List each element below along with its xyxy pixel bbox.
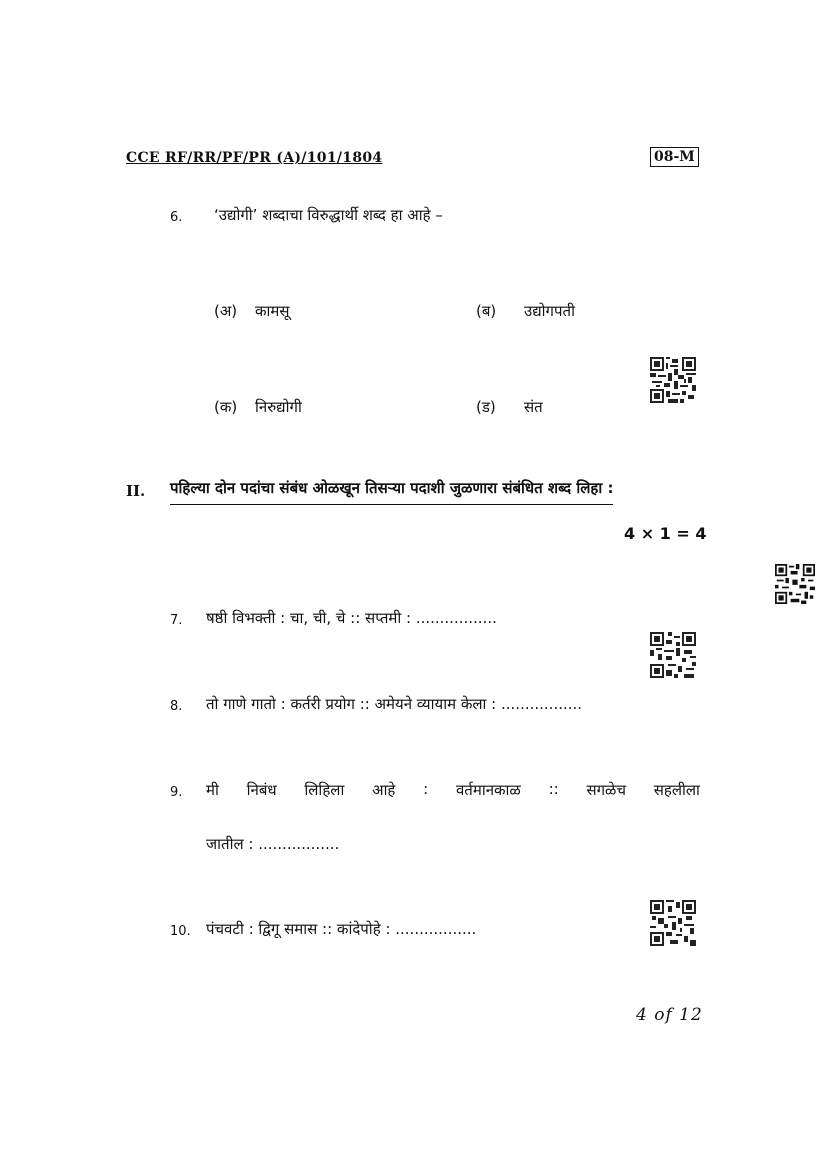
qr-code-icon <box>650 900 696 946</box>
option-d-text: संत <box>524 398 543 416</box>
question-7-number: 7. <box>170 613 183 628</box>
qr-code-icon <box>650 632 696 678</box>
question-10-number: 10. <box>170 924 191 939</box>
q9-word: मी <box>206 781 219 799</box>
q9-word: :: <box>548 780 559 798</box>
option-c-label: (क) <box>214 398 238 416</box>
question-9-number: 9. <box>170 785 183 800</box>
section-number: II. <box>126 482 146 500</box>
q9-word: आहे <box>372 781 396 799</box>
section-marks: 4 × 1 = 4 <box>624 524 707 543</box>
q9-word: सहलीला <box>653 781 700 799</box>
section-title: पहिल्या दोन पदांचा संबंध ओळखून तिसऱ्या पदाशी जुळणारा संबंधित शब्द लिहा : <box>170 478 613 505</box>
q9-word: निबंध <box>246 781 277 799</box>
q9-word: वर्तमानकाळ <box>455 781 521 799</box>
option-a-label: (अ) <box>214 302 238 320</box>
question-10-text: पंचवटी : द्विगू समास :: कांदेपोहे : ................. <box>206 920 477 938</box>
document-code: CCE RF/RR/PF/PR (A)/101/1804 <box>126 150 383 166</box>
q9-word: : <box>423 780 429 798</box>
paper-code-box: 08-M <box>650 147 699 167</box>
option-a-text: कामसू <box>255 302 290 320</box>
question-7-text: षष्ठी विभक्ती : चा, ची, चे :: सप्तमी : ................. <box>206 609 497 627</box>
option-c-text: निरुद्योगी <box>255 398 302 416</box>
option-d-label: (ड) <box>476 398 496 416</box>
question-6-text: ‘उद्योगी’ शब्दाचा विरुद्धार्थी शब्द हा आहे – <box>214 206 443 224</box>
option-b-text: उद्योगपती <box>524 302 575 320</box>
qr-code-icon <box>650 357 696 403</box>
page-number: 4 of 12 <box>636 1005 703 1025</box>
question-9-line-2: जातील : ................. <box>206 835 340 853</box>
question-8-number: 8. <box>170 699 183 714</box>
q9-word: लिहिला <box>304 781 345 799</box>
qr-code-icon <box>775 564 815 604</box>
question-8-text: तो गाणे गातो : कर्तरी प्रयोग :: अमेयने व्यायाम केला : ................. <box>206 695 583 713</box>
q9-word: सगळेच <box>586 781 626 799</box>
question-9-line-1 <box>206 780 700 800</box>
option-b-label: (ब) <box>476 302 497 320</box>
question-6-number: 6. <box>170 210 183 225</box>
